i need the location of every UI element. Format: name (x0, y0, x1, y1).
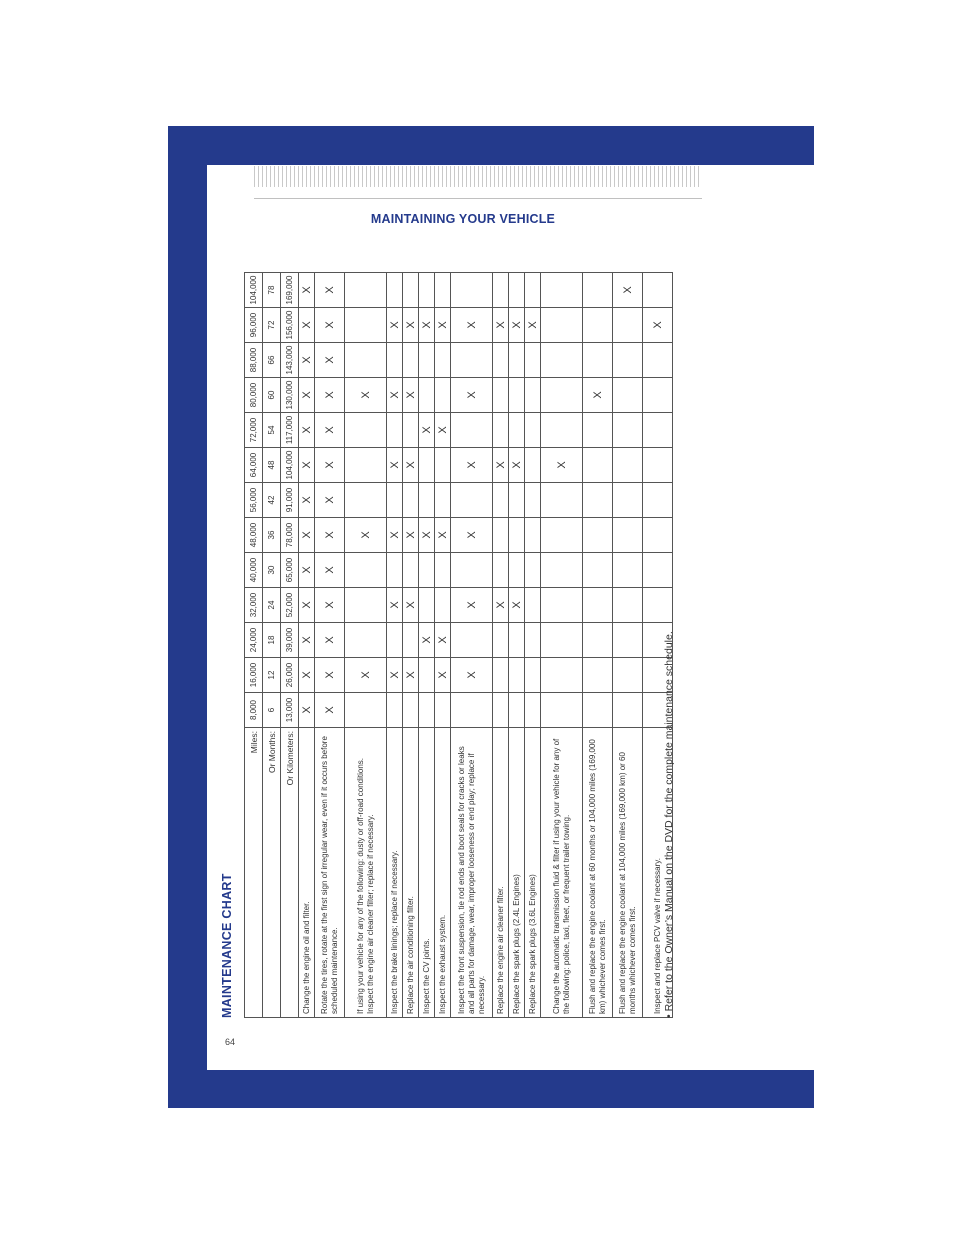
interval-km: 52,000 (281, 588, 299, 623)
empty-cell (525, 658, 541, 693)
empty-cell (419, 343, 435, 378)
service-mark: X (403, 308, 419, 343)
service-mark: X (315, 413, 345, 448)
empty-cell (613, 343, 643, 378)
service-mark: X (315, 623, 345, 658)
interval-miles: 32,000 (245, 588, 263, 623)
empty-cell (509, 693, 525, 728)
service-mark: X (493, 588, 509, 623)
empty-cell (345, 308, 387, 343)
empty-cell (509, 553, 525, 588)
interval-months: 24 (263, 588, 281, 623)
empty-cell (613, 378, 643, 413)
service-mark: X (299, 553, 315, 588)
empty-cell (643, 553, 673, 588)
empty-cell (403, 553, 419, 588)
empty-cell (583, 483, 613, 518)
service-mark: X (315, 448, 345, 483)
empty-cell (525, 588, 541, 623)
empty-cell (541, 588, 583, 623)
service-mark: X (315, 343, 345, 378)
service-mark: X (643, 308, 673, 343)
table-row (451, 273, 493, 1018)
empty-cell (435, 588, 451, 623)
interval-km: 156,000 (281, 308, 299, 343)
empty-cell (583, 343, 613, 378)
interval-months: 78 (263, 273, 281, 308)
empty-cell (525, 273, 541, 308)
table-row (387, 273, 403, 1018)
interval-miles: 8,000 (245, 693, 263, 728)
task-text: Replace the spark plugs (2.4L Engines) (509, 728, 525, 1018)
service-mark: X (403, 518, 419, 553)
empty-cell (613, 693, 643, 728)
empty-cell (419, 483, 435, 518)
empty-cell (643, 518, 673, 553)
service-mark: X (299, 483, 315, 518)
empty-cell (525, 693, 541, 728)
empty-cell (419, 693, 435, 728)
interval-months: 42 (263, 483, 281, 518)
row-label-miles: Miles: (245, 728, 263, 1018)
empty-cell (613, 623, 643, 658)
empty-cell (613, 308, 643, 343)
table-row (345, 273, 387, 1018)
interval-miles: 96,000 (245, 308, 263, 343)
empty-cell (583, 308, 613, 343)
empty-cell (419, 378, 435, 413)
service-mark: X (345, 518, 387, 553)
empty-cell (419, 658, 435, 693)
service-mark: X (299, 693, 315, 728)
interval-months: 12 (263, 658, 281, 693)
empty-cell (493, 658, 509, 693)
empty-cell (525, 448, 541, 483)
empty-cell (403, 413, 419, 448)
service-mark: X (387, 658, 403, 693)
service-mark: X (451, 588, 493, 623)
footnote: • Refer to the Owner’s Manual on the DVD for the complete maintenance schedule. (663, 631, 675, 1018)
empty-cell (509, 623, 525, 658)
empty-cell (583, 588, 613, 623)
service-mark: X (299, 658, 315, 693)
empty-cell (435, 343, 451, 378)
service-mark: X (451, 378, 493, 413)
empty-cell (541, 378, 583, 413)
empty-cell (541, 553, 583, 588)
empty-cell (643, 343, 673, 378)
empty-cell (493, 553, 509, 588)
empty-cell (583, 448, 613, 483)
empty-cell (541, 413, 583, 448)
table-row (299, 273, 315, 1018)
interval-miles: 80,000 (245, 378, 263, 413)
empty-cell (387, 623, 403, 658)
empty-cell (387, 343, 403, 378)
service-mark: X (451, 658, 493, 693)
empty-cell (387, 553, 403, 588)
empty-cell (643, 448, 673, 483)
service-mark: X (299, 518, 315, 553)
service-mark: X (315, 588, 345, 623)
empty-cell (583, 623, 613, 658)
empty-cell (451, 483, 493, 518)
interval-km: 39,000 (281, 623, 299, 658)
empty-cell (419, 448, 435, 483)
empty-cell (525, 553, 541, 588)
empty-cell (435, 553, 451, 588)
row-label-months: Or Months: (263, 728, 281, 1018)
interval-months: 30 (263, 553, 281, 588)
empty-cell (493, 413, 509, 448)
empty-cell (643, 413, 673, 448)
table-row (541, 273, 583, 1018)
empty-cell (435, 483, 451, 518)
service-mark: X (451, 448, 493, 483)
service-mark: X (435, 413, 451, 448)
empty-cell (451, 343, 493, 378)
service-mark: X (419, 308, 435, 343)
empty-cell (419, 273, 435, 308)
task-text: Replace the engine air cleaner filter. (493, 728, 509, 1018)
empty-cell (541, 518, 583, 553)
empty-cell (493, 343, 509, 378)
header-row-miles (245, 273, 263, 1018)
service-mark: X (583, 378, 613, 413)
empty-cell (435, 448, 451, 483)
maintenance-chart-rotated (220, 273, 700, 1018)
empty-cell (435, 693, 451, 728)
interval-km: 78,000 (281, 518, 299, 553)
task-text: Inspect the brake linings; replace if necessary. (387, 728, 403, 1018)
empty-cell (451, 623, 493, 658)
page-number: 64 (225, 1037, 236, 1047)
interval-miles: 56,000 (245, 483, 263, 518)
empty-cell (525, 623, 541, 658)
empty-cell (541, 483, 583, 518)
service-mark: X (451, 518, 493, 553)
empty-cell (435, 378, 451, 413)
service-mark: X (315, 658, 345, 693)
empty-cell (451, 273, 493, 308)
service-mark: X (299, 343, 315, 378)
empty-cell (583, 413, 613, 448)
empty-cell (451, 413, 493, 448)
interval-miles: 16,000 (245, 658, 263, 693)
service-mark: X (493, 448, 509, 483)
interval-km: 130,000 (281, 378, 299, 413)
service-mark: X (299, 588, 315, 623)
task-text: Inspect the CV joints. (419, 728, 435, 1018)
empty-cell (451, 693, 493, 728)
empty-cell (509, 413, 525, 448)
empty-cell (613, 553, 643, 588)
empty-cell (403, 623, 419, 658)
empty-cell (541, 343, 583, 378)
service-mark: X (387, 518, 403, 553)
header-hatch-decoration (254, 166, 702, 187)
empty-cell (493, 483, 509, 518)
interval-months: 36 (263, 518, 281, 553)
interval-km: 117,000 (281, 413, 299, 448)
service-mark: X (315, 518, 345, 553)
empty-cell (493, 518, 509, 553)
service-mark: X (387, 588, 403, 623)
empty-cell (509, 343, 525, 378)
service-mark: X (315, 483, 345, 518)
empty-cell (643, 273, 673, 308)
task-text: If using your vehicle for any of the following: dusty or off-road conditions. Inspect the engine air cleaner filter; replace if necessary. (345, 728, 387, 1018)
interval-miles: 48,000 (245, 518, 263, 553)
empty-cell (451, 553, 493, 588)
empty-cell (643, 378, 673, 413)
service-mark: X (493, 308, 509, 343)
interval-months: 66 (263, 343, 281, 378)
empty-cell (345, 623, 387, 658)
service-mark: X (419, 623, 435, 658)
chart-title: MAINTENANCE CHART (220, 873, 234, 1018)
service-mark: X (315, 273, 345, 308)
interval-km: 13,000 (281, 693, 299, 728)
service-mark: X (509, 588, 525, 623)
service-mark: X (403, 658, 419, 693)
empty-cell (583, 273, 613, 308)
empty-cell (493, 273, 509, 308)
table-row (315, 273, 345, 1018)
empty-cell (613, 658, 643, 693)
task-text: Rotate the tires, rotate at the first sign of irregular wear, even if it occurs before scheduled maintenance. (315, 728, 345, 1018)
service-mark: X (387, 378, 403, 413)
service-mark: X (299, 308, 315, 343)
task-text: Replace the air conditioning filter. (403, 728, 419, 1018)
header-rule (254, 198, 702, 199)
empty-cell (345, 413, 387, 448)
table-row (613, 273, 643, 1018)
table-row (509, 273, 525, 1018)
service-mark: X (387, 308, 403, 343)
interval-miles: 64,000 (245, 448, 263, 483)
empty-cell (583, 693, 613, 728)
empty-cell (345, 693, 387, 728)
empty-cell (345, 273, 387, 308)
interval-km: 91,000 (281, 483, 299, 518)
empty-cell (541, 623, 583, 658)
empty-cell (613, 413, 643, 448)
empty-cell (387, 273, 403, 308)
interval-months: 18 (263, 623, 281, 658)
service-mark: X (315, 693, 345, 728)
interval-months: 72 (263, 308, 281, 343)
service-mark: X (435, 623, 451, 658)
empty-cell (541, 658, 583, 693)
service-mark: X (435, 518, 451, 553)
empty-cell (403, 483, 419, 518)
empty-cell (509, 378, 525, 413)
interval-months: 6 (263, 693, 281, 728)
service-mark: X (315, 308, 345, 343)
service-mark: X (451, 308, 493, 343)
row-label-km: Or Kilometers: (281, 728, 299, 1018)
task-text: Inspect the exhaust system. (435, 728, 451, 1018)
interval-months: 54 (263, 413, 281, 448)
header-row-months (263, 273, 281, 1018)
interval-km: 65,000 (281, 553, 299, 588)
empty-cell (541, 308, 583, 343)
interval-miles: 88,000 (245, 343, 263, 378)
empty-cell (387, 413, 403, 448)
task-text: Inspect and replace PCV valve if necessary. (643, 728, 673, 1018)
service-mark: X (387, 448, 403, 483)
empty-cell (493, 378, 509, 413)
interval-miles: 40,000 (245, 553, 263, 588)
table-row (435, 273, 451, 1018)
empty-cell (403, 273, 419, 308)
empty-cell (345, 553, 387, 588)
empty-cell (387, 693, 403, 728)
table-row (583, 273, 613, 1018)
empty-cell (525, 483, 541, 518)
interval-km: 104,000 (281, 448, 299, 483)
service-mark: X (403, 448, 419, 483)
service-mark: X (435, 308, 451, 343)
empty-cell (493, 693, 509, 728)
empty-cell (583, 658, 613, 693)
service-mark: X (299, 378, 315, 413)
task-text: Change the automatic transmission fluid & filter if using your vehicle for any of the following: police, taxi, fleet, or frequent trailer towing. (541, 728, 583, 1018)
service-mark: X (315, 553, 345, 588)
empty-cell (403, 693, 419, 728)
task-text: Replace the spark plugs (3.6L Engines) (525, 728, 541, 1018)
empty-cell (509, 483, 525, 518)
empty-cell (403, 343, 419, 378)
empty-cell (613, 518, 643, 553)
empty-cell (583, 553, 613, 588)
empty-cell (419, 553, 435, 588)
interval-km: 143,000 (281, 343, 299, 378)
empty-cell (509, 658, 525, 693)
empty-cell (613, 483, 643, 518)
empty-cell (613, 588, 643, 623)
table-row (525, 273, 541, 1018)
interval-months: 48 (263, 448, 281, 483)
empty-cell (525, 413, 541, 448)
interval-miles: 72,000 (245, 413, 263, 448)
empty-cell (345, 483, 387, 518)
empty-cell (493, 623, 509, 658)
service-mark: X (613, 273, 643, 308)
empty-cell (541, 693, 583, 728)
empty-cell (345, 588, 387, 623)
service-mark: X (345, 378, 387, 413)
header-row-km (281, 273, 299, 1018)
service-mark: X (403, 588, 419, 623)
service-mark: X (403, 378, 419, 413)
service-mark: X (299, 448, 315, 483)
empty-cell (345, 448, 387, 483)
task-text: Inspect the front suspension, tie rod ends and boot seals for cracks or leaks and all parts for damage, wear, improper looseness or end play; replace if necessary. (451, 728, 493, 1018)
section-header: MAINTAINING YOUR VEHICLE (370, 212, 556, 226)
service-mark: X (541, 448, 583, 483)
empty-cell (387, 483, 403, 518)
empty-cell (613, 448, 643, 483)
service-mark: X (419, 518, 435, 553)
table-row (419, 273, 435, 1018)
table-row (403, 273, 419, 1018)
service-mark: X (299, 273, 315, 308)
maintenance-table (244, 272, 673, 1018)
interval-km: 169,000 (281, 273, 299, 308)
task-text: Flush and replace the engine coolant at 104,000 miles (169,000 km) or 60 months whichever comes first. (613, 728, 643, 1018)
empty-cell (643, 588, 673, 623)
service-mark: X (509, 448, 525, 483)
empty-cell (643, 483, 673, 518)
empty-cell (525, 378, 541, 413)
service-mark: X (299, 623, 315, 658)
task-text: Flush and replace the engine coolant at 60 months or 104,000 miles (169,000 km) whichever comes first. (583, 728, 613, 1018)
empty-cell (525, 518, 541, 553)
table-row (493, 273, 509, 1018)
service-mark: X (299, 413, 315, 448)
empty-cell (345, 343, 387, 378)
service-mark: X (509, 308, 525, 343)
interval-km: 26,000 (281, 658, 299, 693)
empty-cell (435, 273, 451, 308)
interval-miles: 104,000 (245, 273, 263, 308)
empty-cell (509, 518, 525, 553)
service-mark: X (315, 378, 345, 413)
service-mark: X (525, 308, 541, 343)
empty-cell (509, 273, 525, 308)
interval-months: 60 (263, 378, 281, 413)
task-text: Change the engine oil and filter. (299, 728, 315, 1018)
empty-cell (525, 343, 541, 378)
service-mark: X (345, 658, 387, 693)
service-mark: X (419, 413, 435, 448)
service-mark: X (435, 658, 451, 693)
interval-miles: 24,000 (245, 623, 263, 658)
empty-cell (583, 518, 613, 553)
empty-cell (419, 588, 435, 623)
empty-cell (541, 273, 583, 308)
